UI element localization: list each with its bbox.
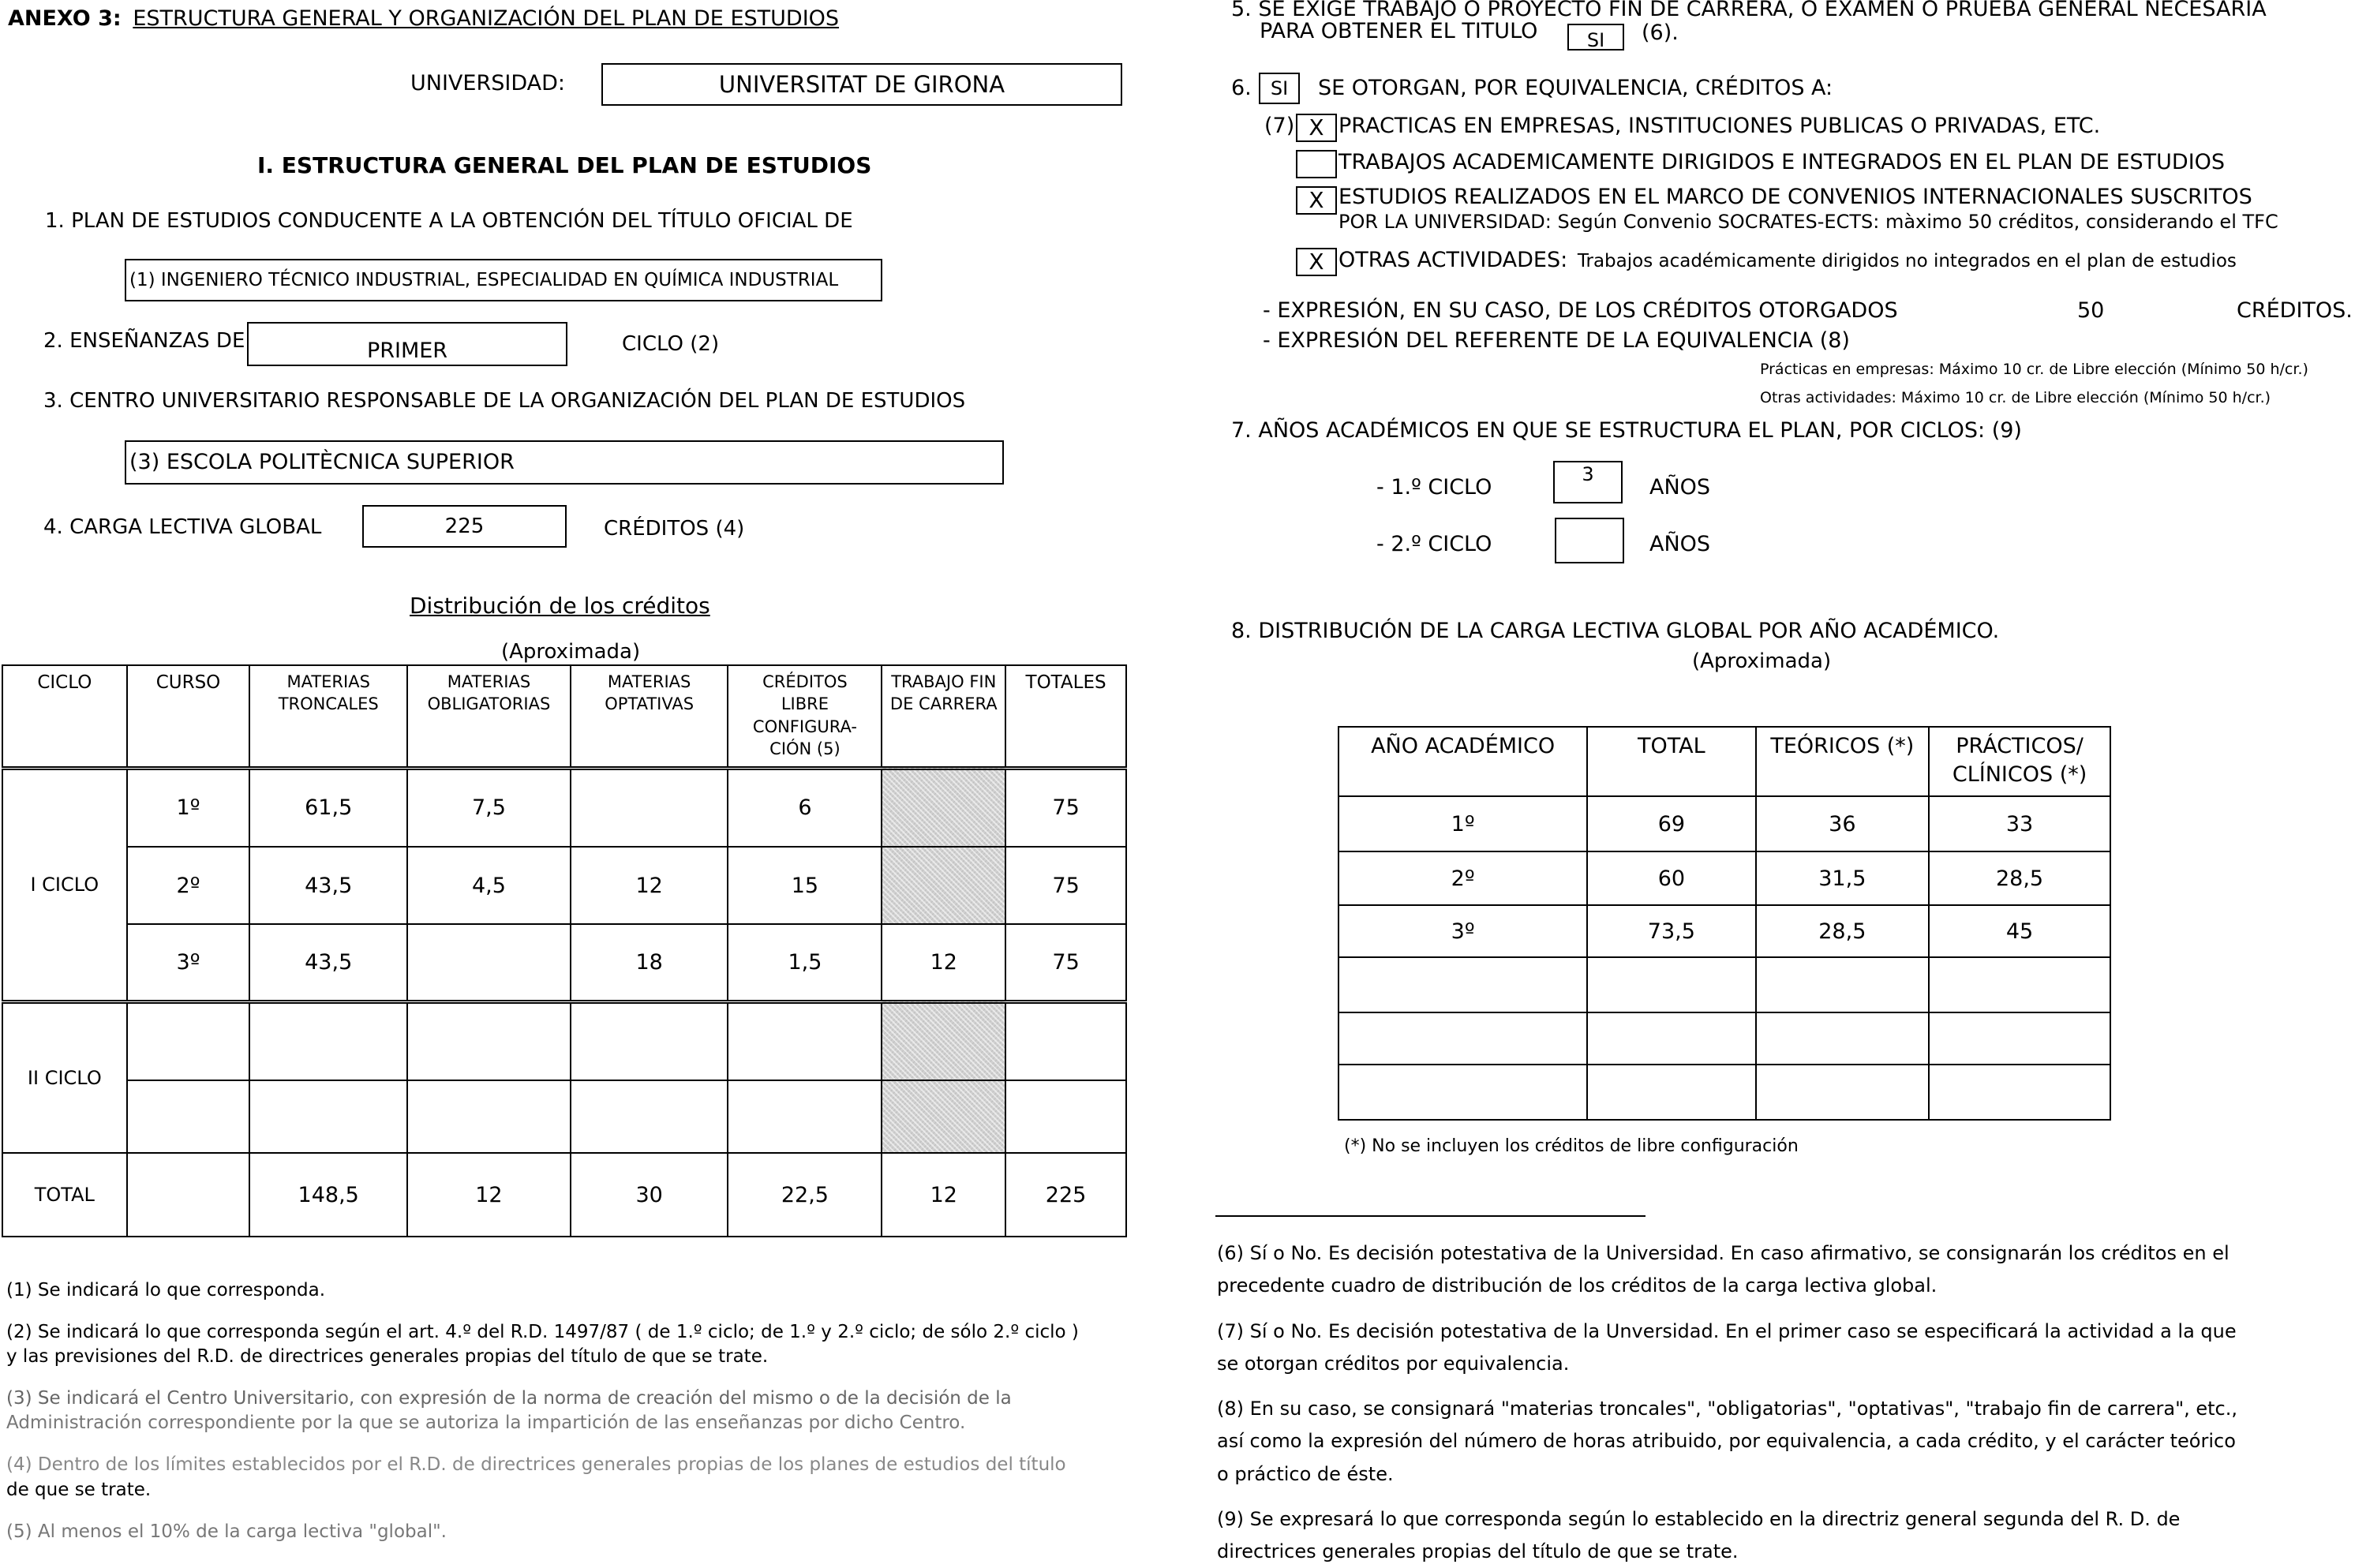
empty-cell (728, 1001, 882, 1080)
empty-cell (249, 1001, 407, 1080)
table-row (1338, 796, 2110, 851)
cell-practicos (1929, 1065, 2110, 1120)
option-4-label: OTRAS ACTIVIDADES: (1338, 248, 1568, 272)
cycle-1-label: I CICLO (2, 768, 127, 1001)
empty-cell (728, 1080, 882, 1153)
cycle-2-label: II CICLO (2, 1001, 127, 1153)
item-8-subtitle: (Aproximada) (1692, 649, 1832, 673)
item-7-label: 7. AÑOS ACADÉMICOS EN QUE SE ESTRUCTURA EL PLAN, POR CICLOS: (9) (1231, 418, 2022, 443)
total-optativas: 30 (571, 1153, 728, 1237)
table-row (2, 768, 1126, 847)
item-4-label: 4. CARGA LECTIVA GLOBAL (43, 515, 322, 539)
cycle-value: PRIMER (366, 339, 448, 363)
footnote-9a: (9) Se expresará lo que corresponda según lo establecido en la directriz general segunda del R. D. de (1217, 1507, 2181, 1530)
university-value: UNIVERSITAT DE GIRONA (718, 71, 1005, 98)
footnote-3a: (3) Se indicará el Centro Universitario, con expresión de la norma de creación del mismo o de la decisión de la (6, 1388, 1012, 1409)
empty-cell (407, 1080, 571, 1153)
expression-2-note-1: Prácticas en empresas: Máximo 10 cr. de Libre elección (Mínimo 50 h/cr.) (1760, 361, 2308, 378)
cell-total (1587, 957, 1755, 1012)
total-libre: 22,5 (728, 1153, 882, 1237)
total-troncales: 148,5 (249, 1153, 407, 1237)
row-libre: 6 (728, 768, 882, 847)
option-1-text: PRACTICAS EN EMPRESAS, INSTITUCIONES PUBLICAS O PRIVADAS, ETC. (1338, 114, 2101, 138)
empty-cell (127, 1080, 250, 1153)
title-box (125, 259, 882, 301)
item-6-ref: (7) (1264, 114, 1295, 138)
option-3-checkbox: X (1296, 186, 1337, 215)
shaded-cell (882, 1001, 1005, 1080)
cycle-2-years-label: - 2.º CICLO (1376, 532, 1492, 556)
distribution-subtitle: (Aproximada) (501, 640, 641, 664)
empty-cell (407, 1001, 571, 1080)
header-trabajo: TRABAJO FIN DE CARRERA (882, 665, 1005, 768)
option-3-text: ESTUDIOS REALIZADOS EN EL MARCO DE CONVENIOS INTERNACIONALES SUSCRITOS (1338, 185, 2252, 209)
shaded-cell (882, 1080, 1005, 1153)
footnote-8a: (8) En su caso, se consignará "materias troncales", "obligatorias", "optativas", "trabajo fin de carrera", etc., (1217, 1398, 2238, 1420)
total-totales: 225 (1005, 1153, 1126, 1237)
empty-cell (571, 1080, 728, 1153)
item-4-suffix: CRÉDITOS (4) (604, 517, 745, 541)
annex-header (8, 6, 839, 31)
table-row (1338, 1065, 2110, 1120)
cycle-2-years-unit: AÑOS (1649, 532, 1711, 556)
header-practicos: PRÁCTICOS/ CLÍNICOS (*) (1929, 727, 2110, 796)
row-optativas (571, 768, 728, 847)
empty-cell (1005, 1001, 1126, 1080)
row-optativas: 12 (571, 847, 728, 924)
shaded-cell (882, 768, 1005, 847)
cell-year (1338, 1012, 1587, 1065)
item-6-label: 6. (1231, 76, 1252, 100)
header-obligatorias: MATERIAS OBLIGATORIAS (407, 665, 571, 768)
footnote-8c: o práctico de éste. (1217, 1462, 1394, 1485)
credits-box (362, 505, 567, 548)
cell-teoricos: 28,5 (1756, 905, 1930, 957)
centre-box (125, 440, 1004, 485)
item-3-label: 3. CENTRO UNIVERSITARIO RESPONSABLE DE LA ORGANIZACIÓN DEL PLAN DE ESTUDIOS (43, 389, 966, 413)
footnote-2a: (2) Se indicará lo que corresponda según el art. 4.º del R.D. 1497/87 ( de 1.º ciclo; de 1.º y 2.º ciclo; de sólo 2.º ciclo ) (6, 1322, 1079, 1343)
header-libre: CRÉDITOS LIBRE CONFIGURA-CIÓN (5) (728, 665, 882, 768)
option-2-text: TRABAJOS ACADEMICAMENTE DIRIGIDOS E INTEGRADOS EN EL PLAN DE ESTUDIOS (1338, 150, 2226, 174)
row-obligatorias (407, 924, 571, 1001)
option-1-checkbox: X (1296, 114, 1337, 142)
item-2-suffix: CICLO (2) (622, 332, 720, 356)
option-4-checkbox: X (1296, 248, 1337, 276)
item-5-value: SI (1586, 29, 1605, 51)
row-curso: 2º (127, 847, 250, 924)
academic-year-table (1338, 726, 2111, 1121)
option-3-text-2: POR LA UNIVERSIDAD: Según Convenio SOCRATES-ECTS: màximo 50 créditos, considerando el TFC (1338, 211, 2278, 233)
cell-year: 2º (1338, 851, 1587, 905)
option-4-detail: Trabajos académicamente dirigidos no integrados en el plan de estudios (1577, 251, 2237, 271)
expression-1-unit: CRÉDITOS. (2237, 298, 2353, 323)
footnote-3b: Administración correspondiente por la que se autoriza la impartición de las enseñanzas por dicho Centro. (6, 1413, 966, 1434)
row-optativas: 18 (571, 924, 728, 1001)
cell-practicos: 45 (1929, 905, 2110, 957)
header-teoricos: TEÓRICOS (*) (1756, 727, 1930, 796)
row-troncales: 61,5 (249, 768, 407, 847)
cell-practicos: 28,5 (1929, 851, 2110, 905)
empty-cell (571, 1001, 728, 1080)
cell-year: 3º (1338, 905, 1587, 957)
footnote-divider (1215, 1215, 1646, 1217)
cell-teoricos (1756, 1012, 1930, 1065)
header-curso: CURSO (127, 665, 250, 768)
cell-total (1587, 1012, 1755, 1065)
header-year: AÑO ACADÉMICO (1338, 727, 1587, 796)
table-row (2, 1080, 1126, 1153)
expression-2-note-2: Otras actividades: Máximo 10 cr. de Libre elección (Mínimo 50 h/cr.) (1760, 389, 2271, 406)
empty-cell (1005, 1080, 1126, 1153)
year-table-header (1338, 727, 2110, 796)
annex-label: ANEXO 3: (8, 6, 122, 31)
item-5-ref: (6). (1642, 21, 1679, 45)
total-label: TOTAL (2, 1153, 127, 1237)
option-2-checkbox (1296, 150, 1337, 178)
cell-year: 1º (1338, 796, 1587, 851)
table-row (2, 1001, 1126, 1080)
cycle-1-years-value: 3 (1582, 463, 1594, 485)
item-5-line-1: 5. SE EXIGE TRABAJO O PROYECTO FIN DE CARRERA, O EXAMEN O PRUEBA GENERAL NECESARIA (1231, 0, 2267, 21)
table-row (1338, 1012, 2110, 1065)
cell-practicos: 33 (1929, 796, 2110, 851)
university-box (601, 63, 1122, 106)
item-2-label: 2. ENSEÑANZAS DE (43, 329, 245, 353)
table-row (2, 924, 1126, 1001)
footnote-7a: (7) Sí o No. Es decisión potestativa de la Unversidad. En el primer caso se especificará la actividad a la que (1217, 1319, 2237, 1342)
header-totales: TOTALES (1005, 665, 1126, 768)
cycle-1-years-box (1553, 461, 1623, 503)
cell-total: 73,5 (1587, 905, 1755, 957)
option-4-text (1338, 248, 2237, 272)
cell-teoricos (1756, 1065, 1930, 1120)
centre-value: (3) ESCOLA POLITÈCNICA SUPERIOR (129, 450, 515, 474)
table-row (1338, 957, 2110, 1012)
cell-year (1338, 957, 1587, 1012)
item-6-text: SE OTORGAN, POR EQUIVALENCIA, CRÉDITOS A: (1318, 76, 1833, 100)
section-heading: I. ESTRUCTURA GENERAL DEL PLAN DE ESTUDIOS (257, 152, 872, 178)
empty-cell (249, 1080, 407, 1153)
shaded-cell (882, 847, 1005, 924)
row-libre: 1,5 (728, 924, 882, 1001)
row-troncales: 43,5 (249, 924, 407, 1001)
footnote-4b: de que se trate. (6, 1479, 152, 1500)
empty-cell (127, 1153, 250, 1237)
item-8-label: 8. DISTRIBUCIÓN DE LA CARGA LECTIVA GLOBAL POR AÑO ACADÉMICO. (1231, 619, 2000, 643)
row-obligatorias: 7,5 (407, 768, 571, 847)
cycle-1-years-unit: AÑOS (1649, 475, 1711, 500)
cell-teoricos: 36 (1756, 796, 1930, 851)
row-totales: 75 (1005, 768, 1126, 847)
cell-total (1587, 1065, 1755, 1120)
footnote-6a: (6) Sí o No. Es decisión potestativa de la Universidad. En caso afirmativo, se consignarán los créditos en el (1217, 1242, 2230, 1264)
credits-value: 225 (444, 515, 485, 538)
row-curso: 1º (127, 768, 250, 847)
table-row (1338, 851, 2110, 905)
table-header-row (2, 665, 1126, 768)
row-totales: 75 (1005, 847, 1126, 924)
total-trabajo: 12 (882, 1153, 1005, 1237)
cycle-box (247, 322, 567, 366)
header-ciclo: CICLO (2, 665, 127, 768)
total-obligatorias: 12 (407, 1153, 571, 1237)
footnote-7b: se otorgan créditos por equivalencia. (1217, 1352, 1570, 1375)
row-troncales: 43,5 (249, 847, 407, 924)
table-row (2, 847, 1126, 924)
year-table-note: (*) No se incluyen los créditos de libre configuración (1344, 1136, 1799, 1156)
cell-year (1338, 1065, 1587, 1120)
row-curso: 3º (127, 924, 250, 1001)
credit-distribution-table (2, 664, 1127, 1237)
row-trabajo: 12 (882, 924, 1005, 1001)
table-row (1338, 905, 2110, 957)
expression-1-label: - EXPRESIÓN, EN SU CASO, DE LOS CRÉDITOS OTORGADOS (1263, 298, 1898, 323)
empty-cell (127, 1001, 250, 1080)
cell-practicos (1929, 1012, 2110, 1065)
distribution-title: Distribución de los créditos (410, 593, 710, 619)
title-value: (1) INGENIERO TÉCNICO INDUSTRIAL, ESPECIALIDAD EN QUÍMICA INDUSTRIAL (129, 270, 839, 290)
footnote-9b: directrices generales propias del título de que se trate. (1217, 1540, 1739, 1563)
item-6-value: SI (1270, 77, 1289, 99)
footnote-1: (1) Se indicará lo que corresponda. (6, 1280, 326, 1300)
right-footnotes (1217, 1237, 2355, 1568)
item-5-text: PARA OBTENER EL TITULO (1260, 19, 1538, 43)
footnote-6b: precedente cuadro de distribución de los créditos de la carga lectiva global. (1217, 1274, 1938, 1297)
university-label: UNIVERSIDAD: (410, 71, 565, 95)
cell-teoricos: 31,5 (1756, 851, 1930, 905)
row-libre: 15 (728, 847, 882, 924)
item-6-box (1259, 73, 1300, 104)
footnote-2b: y las previsiones del R.D. de directrices generales propias del título de que se trate. (6, 1346, 769, 1368)
item-5-box (1567, 24, 1624, 51)
footnote-4a: (4) Dentro de los límites establecidos por el R.D. de directrices generales propias de los planes de estudios del título (6, 1454, 1066, 1476)
total-row (2, 1153, 1126, 1237)
footnote-5: (5) Al menos el 10% de la carga lectiva "global". (6, 1521, 447, 1542)
item-5-line-2 (1260, 19, 1537, 43)
item-1-label: 1. PLAN DE ESTUDIOS CONDUCENTE A LA OBTENCIÓN DEL TÍTULO OFICIAL DE (45, 209, 853, 233)
cycle-1-years-label: - 1.º CICLO (1376, 475, 1492, 500)
cell-teoricos (1756, 957, 1930, 1012)
annex-title: ESTRUCTURA GENERAL Y ORGANIZACIÓN DEL PLAN DE ESTUDIOS (133, 6, 840, 31)
cell-total: 69 (1587, 796, 1755, 851)
header-total: TOTAL (1587, 727, 1755, 796)
expression-1-value: 50 (2077, 298, 2105, 323)
row-totales: 75 (1005, 924, 1126, 1001)
header-troncales: MATERIAS TRONCALES (249, 665, 407, 768)
left-footnotes (6, 1275, 1127, 1547)
cell-practicos (1929, 957, 2110, 1012)
cycle-2-years-box (1555, 518, 1624, 563)
footnote-8b: así como la expresión del número de horas atribuido, por equivalencia, a cada crédito, y el carácter teórico (1217, 1430, 2236, 1453)
row-obligatorias: 4,5 (407, 847, 571, 924)
header-optativas: MATERIAS OPTATIVAS (571, 665, 728, 768)
cell-total: 60 (1587, 851, 1755, 905)
expression-2-label: - EXPRESIÓN DEL REFERENTE DE LA EQUIVALENCIA (8) (1263, 328, 1850, 353)
